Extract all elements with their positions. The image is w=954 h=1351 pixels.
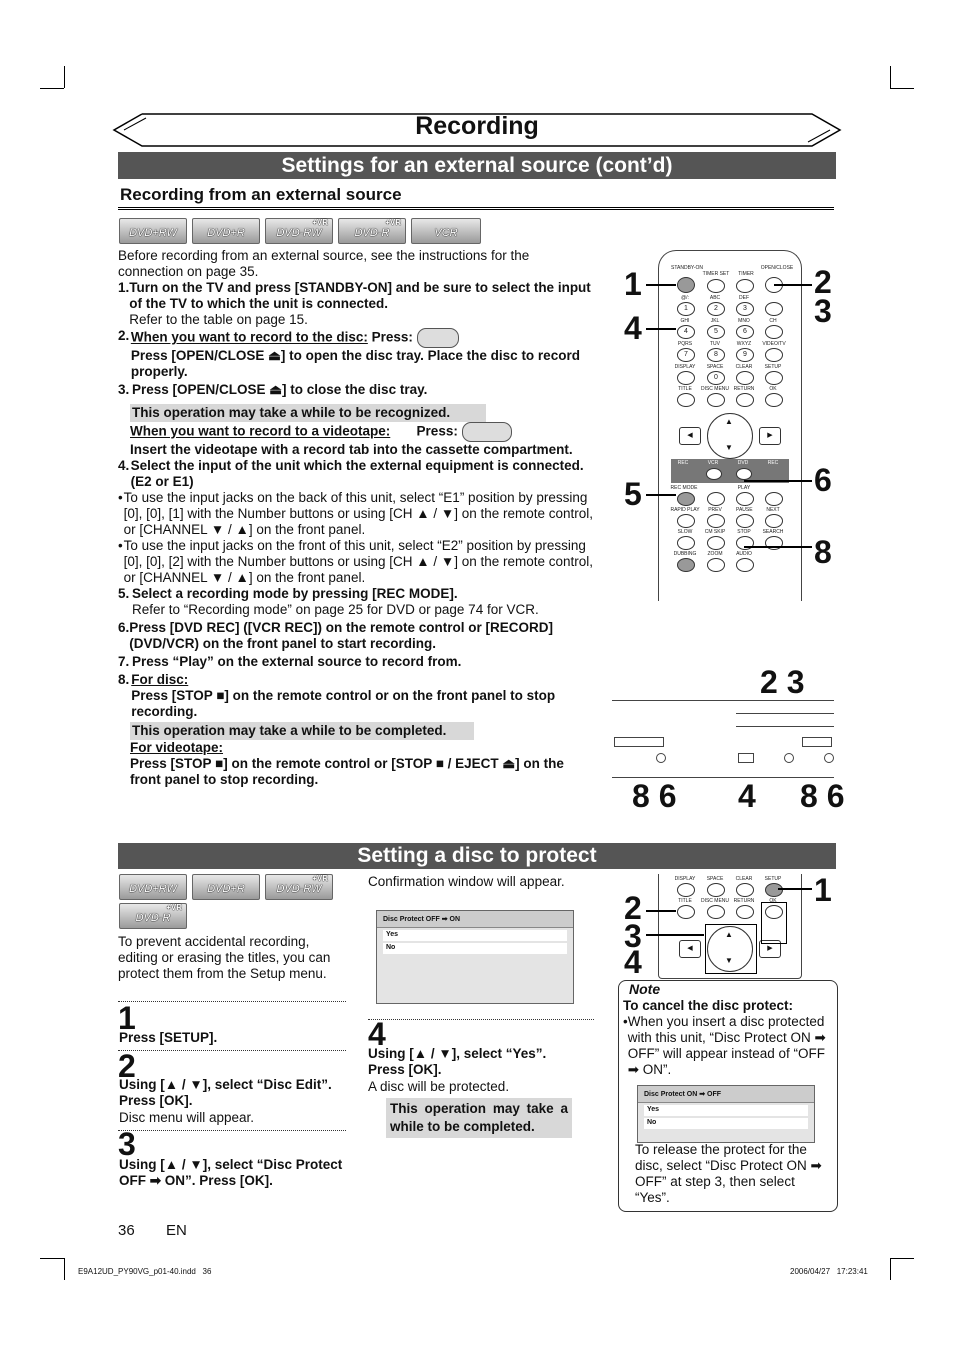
digit-5-button[interactable]: 5 xyxy=(707,325,725,339)
remote-label: TITLE xyxy=(678,898,692,904)
remote-label: REC xyxy=(767,460,779,466)
prev-button[interactable] xyxy=(707,514,725,528)
callout-number: 4 xyxy=(624,944,642,980)
remote-label: VCR xyxy=(707,460,719,466)
dvd-rec-button[interactable] xyxy=(736,468,752,480)
remote-label: DISC MENU xyxy=(700,386,730,392)
setup-button[interactable] xyxy=(765,883,783,897)
step-6: 6. Press [DVD REC] ([VCR REC]) on the remote control or [RECORD] (DVD/VCR) on the front panel to start recording. xyxy=(118,620,554,651)
option-yes[interactable]: Yes xyxy=(383,930,567,941)
space-button[interactable] xyxy=(707,883,725,897)
left-button[interactable]: ◀ xyxy=(679,427,701,445)
crop-mark xyxy=(890,66,891,88)
display-button[interactable] xyxy=(677,883,695,897)
audio-button[interactable] xyxy=(736,558,754,572)
remote-label: MNO xyxy=(738,318,750,324)
note-heading: To cancel the disc protect: xyxy=(623,998,794,1013)
disc-badge-dvd-r: +VR DVD-R xyxy=(338,218,406,244)
remote-label: TIMER SET xyxy=(702,271,730,277)
callout-line xyxy=(646,284,676,286)
remote-label: DUBBING xyxy=(673,551,697,557)
remote-label: CLEAR xyxy=(735,876,753,882)
remote-label: RAPID PLAY xyxy=(670,507,700,513)
callout-number: 1 xyxy=(624,266,642,302)
step-text: Disc menu will appear. xyxy=(119,1110,255,1125)
window-title: Disc Protect ON ➡ OFF xyxy=(638,1086,814,1103)
up-arrow-icon: ▲ xyxy=(725,417,733,426)
digit-8-button[interactable]: 8 xyxy=(707,348,725,362)
ok-button[interactable] xyxy=(765,393,783,407)
remote-label: OPEN/CLOSE xyxy=(760,265,794,271)
callout-number: 4 xyxy=(738,778,756,814)
remote-label: VIDEO/TV xyxy=(762,341,786,347)
pause-button[interactable] xyxy=(736,514,754,528)
callout-line xyxy=(744,546,812,548)
remote-label: OK xyxy=(769,898,777,904)
note-box: This operation may take a while to be recognized. xyxy=(130,404,486,422)
crop-mark xyxy=(40,1258,64,1259)
down-arrow-icon: ▼ xyxy=(725,956,733,965)
rewind-button[interactable] xyxy=(707,492,725,506)
remote-label: JKL xyxy=(710,318,720,324)
record-button xyxy=(738,753,754,763)
callout-number: 2 3 xyxy=(814,264,832,329)
crop-mark xyxy=(40,88,64,89)
step-7: 7. Press “Play” on the external source to record from. xyxy=(118,654,462,669)
timer-set-button[interactable] xyxy=(707,279,725,293)
dubbing-button[interactable] xyxy=(677,558,695,572)
callout-line xyxy=(646,934,704,936)
up-arrow-icon: ▲ xyxy=(725,930,733,939)
down-arrow-icon: ▼ xyxy=(725,443,733,452)
disc-tray xyxy=(736,713,834,727)
remote-label: SPACE xyxy=(706,364,724,370)
disc-badge-dvd-plus-rw: DVD+RW xyxy=(119,874,187,900)
remote-label: ABC xyxy=(709,295,721,301)
callout-number: 2 xyxy=(624,890,642,926)
left-button[interactable]: ◀ xyxy=(679,940,701,958)
ch-down-button[interactable] xyxy=(765,325,783,339)
display-button[interactable] xyxy=(677,371,695,385)
clear-button[interactable] xyxy=(736,371,754,385)
digit-0-button[interactable]: 0 xyxy=(707,371,725,385)
setup-button[interactable] xyxy=(765,371,783,385)
file-name: E9A12UD_PY90VG_p01-40.indd 36 xyxy=(78,1267,212,1276)
section-header: Setting a disc to protect xyxy=(118,843,836,869)
crop-mark xyxy=(890,1258,914,1259)
disc-badge-dvd-rw: +VR DVD-RW xyxy=(265,218,333,244)
button-row xyxy=(802,737,832,747)
remote-label: DISC MENU xyxy=(700,898,730,904)
separator xyxy=(368,1019,594,1020)
crop-mark xyxy=(64,1258,65,1280)
step-text: Using [▲ / ▼], select “Disc Protect OFF ➡ ON”. Press [OK]. xyxy=(119,1157,343,1188)
remote-label: STANDBY-ON xyxy=(671,265,703,271)
step-4-bullet-2: • To use the input jacks on the front of this unit, select “E2” position by pressing [0], [0], [2] with the Number buttons or using [CH ▲ / ▼] on the remote control, or [CHANNEL ▼ / ▲] on the front panel. xyxy=(118,538,594,585)
remote-label: DVD xyxy=(737,460,749,466)
ch-up-button[interactable] xyxy=(765,302,783,316)
disc-badge-dvd-rw: +VR DVD-RW xyxy=(265,874,333,900)
digit-3-button[interactable]: 3 xyxy=(736,302,754,316)
rec-mode-button[interactable] xyxy=(677,492,695,506)
callout-line xyxy=(646,910,676,912)
remote-label: CLEAR xyxy=(735,364,753,370)
jack xyxy=(824,753,834,763)
remote-label: ZOOM xyxy=(707,551,723,557)
separator xyxy=(118,1001,346,1002)
remote-label: DISPLAY xyxy=(674,876,696,882)
remote-label: GHI xyxy=(680,318,690,324)
vcr-badge: VCR xyxy=(411,218,481,244)
return-button[interactable] xyxy=(736,905,754,919)
section-header: Settings for an external source (cont’d) xyxy=(118,152,836,179)
step-2: 2. When you want to record to the disc: Press: Press [OPEN/CLOSE ⏏] to open the disc tray. Place the disc to record properly. xyxy=(118,328,580,379)
remote-label: WXYZ xyxy=(736,341,752,347)
remote-label: CH xyxy=(769,318,777,324)
callout-number: 3 xyxy=(624,918,642,954)
step-3: 3. Press [OPEN/CLOSE ⏏] to close the disc tray. xyxy=(118,382,428,397)
step-1: 1. Turn on the TV and press [STANDBY-ON] and be sure to select the input of the TV to which the unit is connected. Refer to the table on page 15. xyxy=(118,280,591,327)
digit-1-button[interactable]: 1 xyxy=(677,302,695,316)
confirm-text: Confirmation window will appear. xyxy=(368,874,565,889)
right-button[interactable]: ▶ xyxy=(759,940,781,958)
step-number: 3 xyxy=(118,1126,136,1162)
subsection-title: Recording from an external source xyxy=(120,185,402,204)
window-title: Disc Protect OFF ➡ ON xyxy=(377,911,573,928)
timer-button[interactable] xyxy=(736,279,754,293)
remote-label: PREV xyxy=(708,507,722,513)
remote-control-illustration xyxy=(658,250,802,601)
step-3-vcr: This operation may take a while to be recognized. When you want to record to a videotape: Press: Insert the videotape with a record tab into the cassette compartment. xyxy=(130,405,573,457)
jack xyxy=(784,753,794,763)
step-number: 1 xyxy=(118,1000,136,1036)
digit-4-button[interactable]: 4 xyxy=(677,325,695,339)
callout-line xyxy=(778,888,812,890)
disc-badge-dvd-plus-r: DVD+R xyxy=(192,218,260,244)
vcr-rec-button[interactable] xyxy=(706,468,722,480)
zoom-button[interactable] xyxy=(707,558,725,572)
callout-line xyxy=(744,480,812,482)
remote-label: AUDIO xyxy=(736,551,752,557)
note-bullet: • When you insert a disc protected with this unit, “Disc Protect ON ➡ OFF” will appear instead of “OFF ➡ ON”. xyxy=(623,1014,826,1077)
protect-window xyxy=(637,1085,815,1143)
option-yes[interactable]: Yes xyxy=(644,1105,808,1116)
remote-label: PLAY xyxy=(737,485,751,491)
disc-menu-button[interactable] xyxy=(707,393,725,407)
remote-label: SETUP xyxy=(764,364,782,370)
play-button[interactable] xyxy=(736,492,754,506)
remote-label: SETUP xyxy=(764,876,782,882)
step-8: 8. For disc: Press [STOP ■] on the remote control or on the front panel to stop recording. xyxy=(118,672,556,719)
callout-line xyxy=(774,284,812,286)
remote-label: REC MODE xyxy=(670,485,698,491)
remote-label: TIMER xyxy=(738,271,754,277)
cm-skip-button[interactable] xyxy=(707,536,725,550)
language-label: EN xyxy=(166,1222,187,1239)
digit-9-button[interactable]: 9 xyxy=(736,348,754,362)
digit-2-button[interactable]: 2 xyxy=(707,302,725,316)
remote-label: PAUSE xyxy=(736,507,753,513)
separator xyxy=(118,1130,346,1131)
callout-number: 6 xyxy=(814,462,832,498)
remote-label: @/: xyxy=(681,295,689,301)
note-box: This operation may take a while to be completed. xyxy=(130,722,474,740)
option-no[interactable]: No xyxy=(644,1118,808,1129)
button-row xyxy=(614,737,664,747)
page-title: Recording xyxy=(415,112,539,140)
step-text: Press [SETUP]. xyxy=(119,1030,218,1045)
step-text: Using [▲ / ▼], select “Disc Edit”. Press [OK]. xyxy=(119,1077,332,1108)
step-number: 4 xyxy=(368,1016,386,1052)
remote-label: SEARCH xyxy=(762,529,784,535)
disc-menu-button[interactable] xyxy=(707,905,725,919)
forward-button[interactable] xyxy=(765,492,783,506)
callout-number: 1 xyxy=(814,872,832,908)
remote-label: RETURN xyxy=(733,898,755,904)
callout-line xyxy=(646,328,676,330)
remote-label: OK xyxy=(769,386,777,392)
title-button[interactable] xyxy=(677,905,695,919)
note-box: This operation may take a while to be completed. xyxy=(386,1098,572,1138)
remote-label: PQRS xyxy=(677,341,693,347)
highlight-box xyxy=(761,902,787,944)
callout-number: 8 6 xyxy=(632,778,677,814)
dvd-icon xyxy=(417,328,459,348)
rapid-play-button[interactable] xyxy=(677,514,695,528)
callout-number: 2 3 xyxy=(760,664,805,700)
remote-label: CM SKIP xyxy=(704,529,726,535)
crop-mark xyxy=(890,1258,891,1280)
remote-label: DISPLAY xyxy=(674,364,696,370)
crop-mark xyxy=(64,66,65,88)
return-button[interactable] xyxy=(736,393,754,407)
step-text: A disc will be protected. xyxy=(368,1079,510,1094)
step-text: Using [▲ / ▼], select “Yes”. Press [OK]. xyxy=(368,1046,547,1077)
digit-7-button[interactable]: 7 xyxy=(677,348,695,362)
clear-button[interactable] xyxy=(736,883,754,897)
note-tail: To release the protect for the disc, select “Disc Protect ON ➡ OFF” at step 3, then select “Yes”. xyxy=(635,1142,822,1205)
step-4: 4. Select the input of the unit which the external equipment is connected. (E2 or E1) xyxy=(118,458,584,489)
remote-label: REC xyxy=(677,460,689,466)
callout-number: 8 6 xyxy=(800,778,845,814)
separator xyxy=(118,1050,346,1051)
note-box xyxy=(618,980,838,1212)
remote-label: TITLE xyxy=(678,386,692,392)
callout-line xyxy=(646,494,676,496)
step-8-videotape: This operation may take a while to be completed. For videotape: Press [STOP ■] on the remote control or [STOP ■ / EJECT ⏏] on the front panel to stop recording. xyxy=(130,723,564,787)
note-title: Note xyxy=(629,981,661,997)
page-number: 36 xyxy=(118,1222,135,1239)
disc-badge-dvd-plus-rw: DVD+RW xyxy=(119,218,187,244)
remote-label: DEF xyxy=(739,295,749,301)
remote-label: SPACE xyxy=(706,876,724,882)
step-4-bullet-1: • To use the input jacks on the back of this unit, select “E1” position by pressing [0], [0], [1] with the Number buttons or using [CH ▲ / ▼] on the remote control, or [CHANNEL ▼ / ▲] on the front panel. xyxy=(118,490,594,537)
callout-number: 4 xyxy=(624,310,642,346)
callout-number: 8 xyxy=(814,534,832,570)
instructions-column xyxy=(118,248,598,788)
digit-6-button[interactable]: 6 xyxy=(736,325,754,339)
slow-button[interactable] xyxy=(677,536,695,550)
remote-label: RETURN xyxy=(733,386,755,392)
protect-intro: To prevent accidental recording, editing or erasing the titles, you can protect them from the Setup menu. xyxy=(118,934,331,981)
crop-mark xyxy=(890,88,914,89)
power-indicator xyxy=(656,753,666,763)
remote-label: STOP xyxy=(737,529,751,535)
video-tv-button[interactable] xyxy=(765,348,783,362)
disc-badge-dvd-r: +VR DVD-R xyxy=(119,903,187,929)
vcr-icon xyxy=(462,422,512,442)
right-button[interactable]: ▶ xyxy=(759,427,781,445)
standby-button[interactable] xyxy=(677,277,695,293)
rule xyxy=(118,207,834,210)
remote-label: TUV xyxy=(710,341,720,347)
next-button[interactable] xyxy=(765,514,783,528)
title-button[interactable] xyxy=(677,393,695,407)
intro-text: Before recording from an external source, see the instructions for the connection on page 35. xyxy=(118,248,530,279)
remote-label: SLOW xyxy=(677,529,693,535)
highlight-box xyxy=(705,924,757,974)
step-5: 5. Select a recording mode by pressing [REC MODE]. Refer to “Recording mode” on page 25 for DVD or page 74 for VCR. xyxy=(118,586,539,617)
disc-badge-dvd-plus-r: DVD+R xyxy=(192,874,260,900)
step-number: 2 xyxy=(118,1048,136,1084)
front-panel-illustration xyxy=(612,700,834,778)
option-no[interactable]: No xyxy=(383,943,567,954)
confirmation-window xyxy=(376,910,574,1004)
print-date: 2006/04/27 17:23:41 xyxy=(790,1267,868,1276)
remote-label: NEXT xyxy=(766,507,780,513)
callout-number: 5 xyxy=(624,476,642,512)
